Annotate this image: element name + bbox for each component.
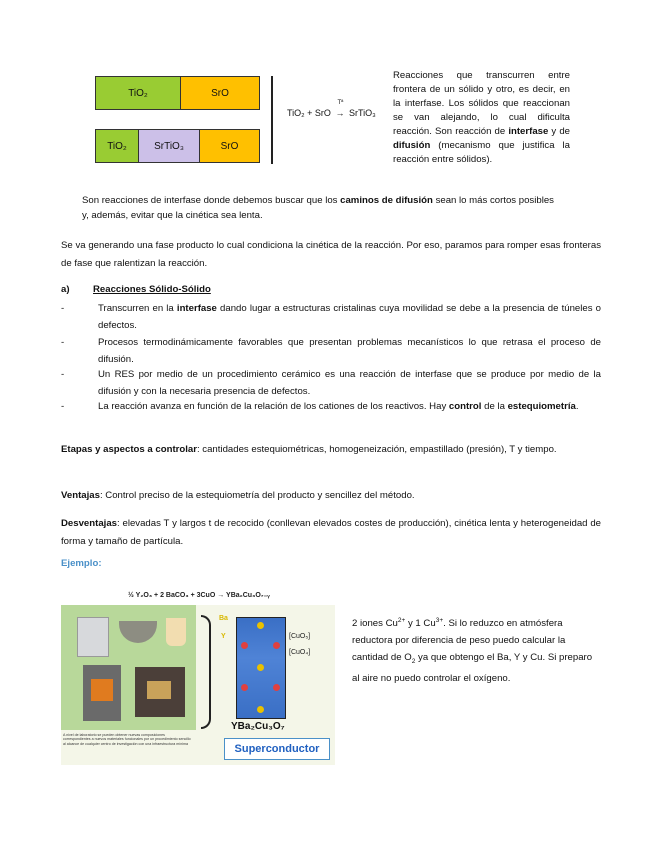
example-formula: ½ Y₂O₃ + 2 BaCO₃ + 3CuO → YBa₂Cu₃O₇₋ᵧ bbox=[128, 592, 270, 599]
example-explanation: 2 iones $Cu^{2+}$ y 1 $Cu^{3+}$. Si lo reduzco en atmósfera reductora por diferencia de peso puedo calcular la cantidad de $O_2$ ya que obtengo el Ba, Y y Cu. Si preparo al aire no puedo controlar el oxígeno. bbox=[352, 617, 593, 685]
crucible-icon bbox=[166, 618, 186, 646]
list-item: - Procesos termodinámicamente favorables que presentan problemas mecanísticos lo que retrasa el proceso de difusión. bbox=[61, 337, 601, 365]
mortar-icon bbox=[119, 621, 157, 643]
diagram-bracket bbox=[271, 76, 273, 164]
etapas-paragraph: Etapas y aspectos a controlar: cantidades estequiométricas, homogeneización, empastillado (presión), T y tiempo. bbox=[61, 444, 557, 455]
intro-paragraph: Se va generando una fase producto lo cual condiciona la cinética de la reacción. Por eso, paramos para romper esas fronteras de fase que ralentizan la reacción. bbox=[61, 240, 601, 269]
superconductor-banner: Superconductor bbox=[224, 738, 330, 760]
sro-block-2 bbox=[199, 129, 260, 163]
srtio3-label: SrTiO₃ bbox=[154, 140, 184, 152]
section-heading bbox=[61, 284, 211, 295]
section-label: a) bbox=[61, 284, 70, 295]
sro-block bbox=[180, 76, 260, 110]
reaction-lhs: TiO₂ + SrO bbox=[287, 108, 331, 118]
compound-label: YBa₂Cu₃O₇ bbox=[231, 721, 285, 732]
furnace-icon bbox=[83, 665, 121, 721]
sro-label: SrO bbox=[211, 87, 229, 99]
balance-icon bbox=[77, 617, 109, 657]
srtio3-block bbox=[138, 129, 200, 163]
sro-label-2: SrO bbox=[220, 140, 239, 152]
tio2-label-2: TiO₂ bbox=[107, 140, 127, 152]
diagram-caption: Son reacciones de interfase donde debemos buscar que los caminos de difusión sean lo más cortos posibles y, además, evitar que la cinética sea lenta. bbox=[82, 195, 554, 221]
section-title: Reacciones Sólido-Sólido bbox=[93, 284, 211, 295]
oven-icon bbox=[135, 667, 185, 717]
y-label: Y bbox=[221, 633, 226, 640]
reaction-equation bbox=[287, 100, 376, 118]
list-item: - Un RES por medio de un procedimiento cerámico es una reacción de interfase que se produce por medio de la difusión y con la necesaria presencia de defectos. bbox=[61, 369, 601, 397]
figure-brace bbox=[201, 615, 211, 729]
example-heading: Ejemplo: bbox=[61, 558, 102, 569]
reaction-rhs: SrTiO₃ bbox=[348, 108, 376, 118]
reaction-arrow: Tª → bbox=[335, 100, 345, 118]
cuo5-label: [CuO₅] bbox=[289, 633, 311, 640]
ventajas-paragraph: Ventajas: Control preciso de la estequiometría del producto y sencillez del método. bbox=[61, 490, 415, 501]
tio2-label: TiO₂ bbox=[128, 87, 148, 99]
cuo4-label: [CuO₄] bbox=[289, 649, 311, 656]
ba-label: Ba bbox=[219, 615, 228, 622]
figure-note: A nivel de laboratorio se pueden obtener nuevas composiciones correspondientes a nuevos materiales funcionales por un procedimiento sencillo al alcance de cualquier centro de investigación con una infraestructura mínima bbox=[63, 733, 191, 746]
superconductor-figure bbox=[61, 605, 335, 765]
crystal-structure-icon bbox=[236, 617, 286, 719]
tio2-block-2 bbox=[95, 129, 139, 163]
tio2-block bbox=[95, 76, 181, 110]
list-item: - Transcurren en la interfase dando lugar a estructuras cristalinas cuya movilidad se debe a la presencia de túneles o defectos. bbox=[61, 303, 601, 331]
diagram-description: Reacciones que transcurren entre frontera de un sólido y otro, es decir, en la interfase. Los sólidos que reaccionan se van alejando, lo cual dificulta reacción. Son reacción de interfase y de difusión (mecanismo que justifica la reacción entre sólidos). bbox=[393, 70, 570, 165]
reaction-arrow-label: Tª bbox=[337, 100, 344, 106]
lab-equipment-photo bbox=[61, 605, 196, 730]
desventajas-paragraph: Desventajas: elevadas T y largos t de recocido (conllevan elevados costes de producción), cinética lenta y heterogeneidad de forma y tamaño de partícula. bbox=[61, 518, 601, 547]
list-item: - La reacción avanza en función de la relación de los cationes de los reactivos. Hay control de la estequiometría. bbox=[61, 401, 579, 412]
